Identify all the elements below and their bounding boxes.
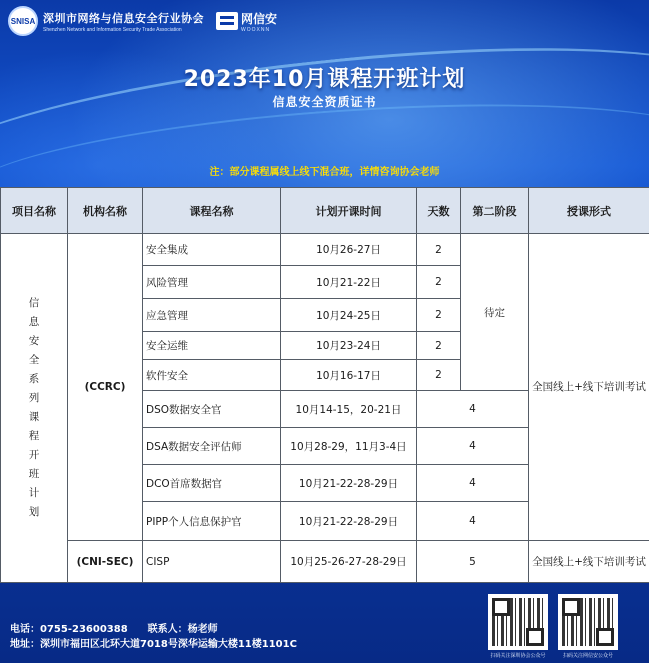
course-date: 10月16-17日 [281, 360, 417, 391]
course-days: 2 [417, 234, 461, 266]
header-stage2: 第二阶段 [461, 188, 529, 234]
course-name: 应急管理 [143, 299, 281, 332]
project-name-char: 开 [28, 449, 40, 461]
course-date: 10月14-15，20-21日 [281, 391, 417, 428]
association-name-cn: 深圳市网络与信息安全行业协会 [43, 11, 204, 25]
course-date: 10月26-27日 [281, 234, 417, 266]
project-name-cell [1, 234, 68, 583]
project-name-char: 息 [28, 316, 40, 328]
stage2-pending-cell: 待定 [461, 234, 529, 391]
association-name-en: Shenzhen Network and Information Security Trade Association [43, 26, 182, 33]
course-date: 10月25-26-27-28-29日 [281, 541, 417, 583]
course-date: 10月28-29，11月3-4日 [281, 428, 417, 465]
header-logos [8, 6, 277, 36]
course-days: 5 [417, 541, 529, 583]
qr-code-brand [558, 594, 618, 650]
course-name: DSO数据安全官 [143, 391, 281, 428]
mode-ccrc-cell: 全国线上+线下培训考试 [529, 234, 649, 541]
course-name: 安全运维 [143, 332, 281, 360]
course-days: 4 [417, 465, 529, 502]
course-days: 2 [417, 299, 461, 332]
project-name-char: 班 [28, 468, 40, 480]
brand-name-en: WOOXNN [241, 26, 271, 33]
mode-cnisec-cell: 全国线上+线下培训考试 [529, 541, 649, 583]
association-logo: SNISA [8, 6, 38, 36]
header-course: 课程名称 [143, 188, 281, 234]
course-days: 2 [417, 266, 461, 299]
brand-logo [216, 10, 277, 33]
course-name: 安全集成 [143, 234, 281, 266]
course-table-container [0, 187, 649, 582]
course-days: 4 [417, 502, 529, 541]
course-date: 10月23-24日 [281, 332, 417, 360]
header-project: 项目名称 [1, 188, 68, 234]
course-days: 2 [417, 332, 461, 360]
qr-caption-association: 扫码关注深圳协会公众号 [490, 653, 546, 659]
project-name-char: 全 [28, 354, 40, 366]
course-days: 4 [417, 428, 529, 465]
project-name-char: 列 [28, 392, 40, 404]
page-subtitle: 信息安全资质证书 [272, 95, 377, 109]
brand-mark-icon [216, 12, 238, 30]
page-title: 2023年10月课程开班计划 [183, 67, 466, 92]
brand-name-cn: 网信安 [241, 11, 278, 26]
header-days: 天数 [417, 188, 461, 234]
course-days: 2 [417, 360, 461, 391]
project-name-char: 程 [28, 430, 40, 442]
qr-caption-brand: 扫码关注网信安公众号 [562, 653, 613, 659]
qr-code-association [488, 594, 548, 650]
address-text: 地址：深圳市福田区北环大道7018号深华运输大楼11楼1101C [10, 639, 297, 650]
table-header-row [1, 188, 649, 234]
org-cnisec-cell: (CNI-SEC) [68, 541, 143, 583]
table-row [1, 541, 649, 583]
org-ccrc-cell: (CCRC) [68, 234, 143, 541]
course-date: 10月24-25日 [281, 299, 417, 332]
course-table [0, 187, 649, 583]
project-name-char: 划 [28, 506, 40, 518]
course-date: 10月21-22-28-29日 [281, 502, 417, 541]
contact-person-text: 联系人：杨老师 [147, 624, 218, 635]
project-name-char: 安 [28, 335, 40, 347]
header-date: 计划开课时间 [281, 188, 417, 234]
header-mode: 授课形式 [529, 188, 649, 234]
course-name: CISP [143, 541, 281, 583]
association-name [43, 10, 204, 33]
course-name: DSA数据安全评估师 [143, 428, 281, 465]
course-name: PIPP个人信息保护官 [143, 502, 281, 541]
notice-text: 注：部分课程属线上线下混合班，详情咨询协会老师 [209, 167, 440, 178]
header-org: 机构名称 [68, 188, 143, 234]
project-name-char: 计 [28, 487, 40, 499]
course-date: 10月21-22-28-29日 [281, 465, 417, 502]
course-name: DCO首席数据官 [143, 465, 281, 502]
contact-info [10, 622, 297, 652]
course-name: 风险管理 [143, 266, 281, 299]
course-days: 4 [417, 391, 529, 428]
project-name-char: 信 [28, 297, 40, 309]
table-row [1, 234, 649, 266]
footer [0, 582, 649, 663]
course-date: 10月21-22日 [281, 266, 417, 299]
project-name-char: 课 [28, 411, 40, 423]
course-name: 软件安全 [143, 360, 281, 391]
phone-text: 电话：0755-23600388 [10, 624, 128, 635]
project-name-char: 系 [28, 373, 40, 385]
